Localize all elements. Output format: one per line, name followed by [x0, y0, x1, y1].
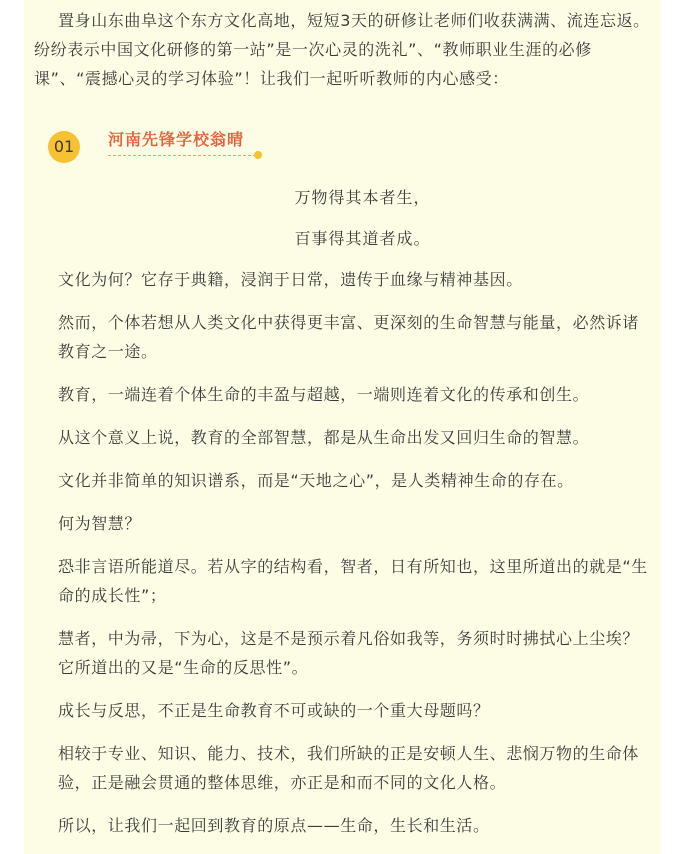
- body-paragraph: 恐非言语所能道尽。若从字的结构看，智者，日有所知也，这里所道出的就是“生命的成长性”；: [58, 557, 648, 605]
- body-paragraph: 成长与反思，不正是生命教育不可或缺的一个重大母题吗？: [58, 701, 490, 720]
- poem-line: 万物得其本者生，: [294, 188, 431, 207]
- body-paragraph: 文化并非简单的知识谱系，而是“天地之心”，是人类精神生命的存在。: [58, 471, 574, 490]
- body-paragraph: 何为智慧？: [58, 514, 142, 533]
- speaker-dot: [254, 151, 262, 159]
- body-paragraph: 相较于专业、知识、能力、技术，我们所缺的正是安顿人生、悲悯万物的生命体验，正是融会贯通的整体思维，亦正是和而不同的文化人格。: [58, 744, 640, 792]
- body-paragraph: 然而，个体若想从人类文化中获得更丰富、更深刻的生命智慧与能量，必然诉诸教育之一途。: [58, 313, 640, 361]
- speaker-name: 河南先锋学校翁晴: [108, 130, 245, 149]
- poem-line: 百事得其道者成。: [294, 229, 431, 248]
- body-paragraph: 从这个意义上说，教育的全部智慧，都是从生命出发又回归生命的智慧。: [58, 428, 590, 447]
- intro-paragraph: 置身山东曲阜这个东方文化高地，短短3天的研修让老师们收获满满、流连忘返。纷纷表示中国文化研修的第一站”是一次心灵的洗礼”、“教师职业生涯的必修课”、“震撼心灵的学习体验”！让我们一起听听教师的内心感受：: [34, 11, 650, 88]
- body-paragraph: 所以，让我们一起回到教育的原点——生命，生长和生活。: [58, 816, 490, 835]
- article-body: [24, 0, 661, 840]
- body-paragraph: 教育，一端连着个体生命的丰盈与超越，一端则连着文化的传承和创生。: [58, 385, 590, 404]
- speaker-underline: [108, 155, 256, 156]
- body-paragraph: 文化为何？它存于典籍，浸润于日常，遗传于血缘与精神基因。: [58, 270, 523, 289]
- speaker-header: [24, 115, 661, 171]
- body-paragraph: 慧者，中为帚，下为心，这是不是预示着凡俗如我等，务须时时拂拭心上尘埃？它所道出的又是“生命的反思性”。: [58, 629, 640, 677]
- number-badge: 01: [48, 131, 80, 163]
